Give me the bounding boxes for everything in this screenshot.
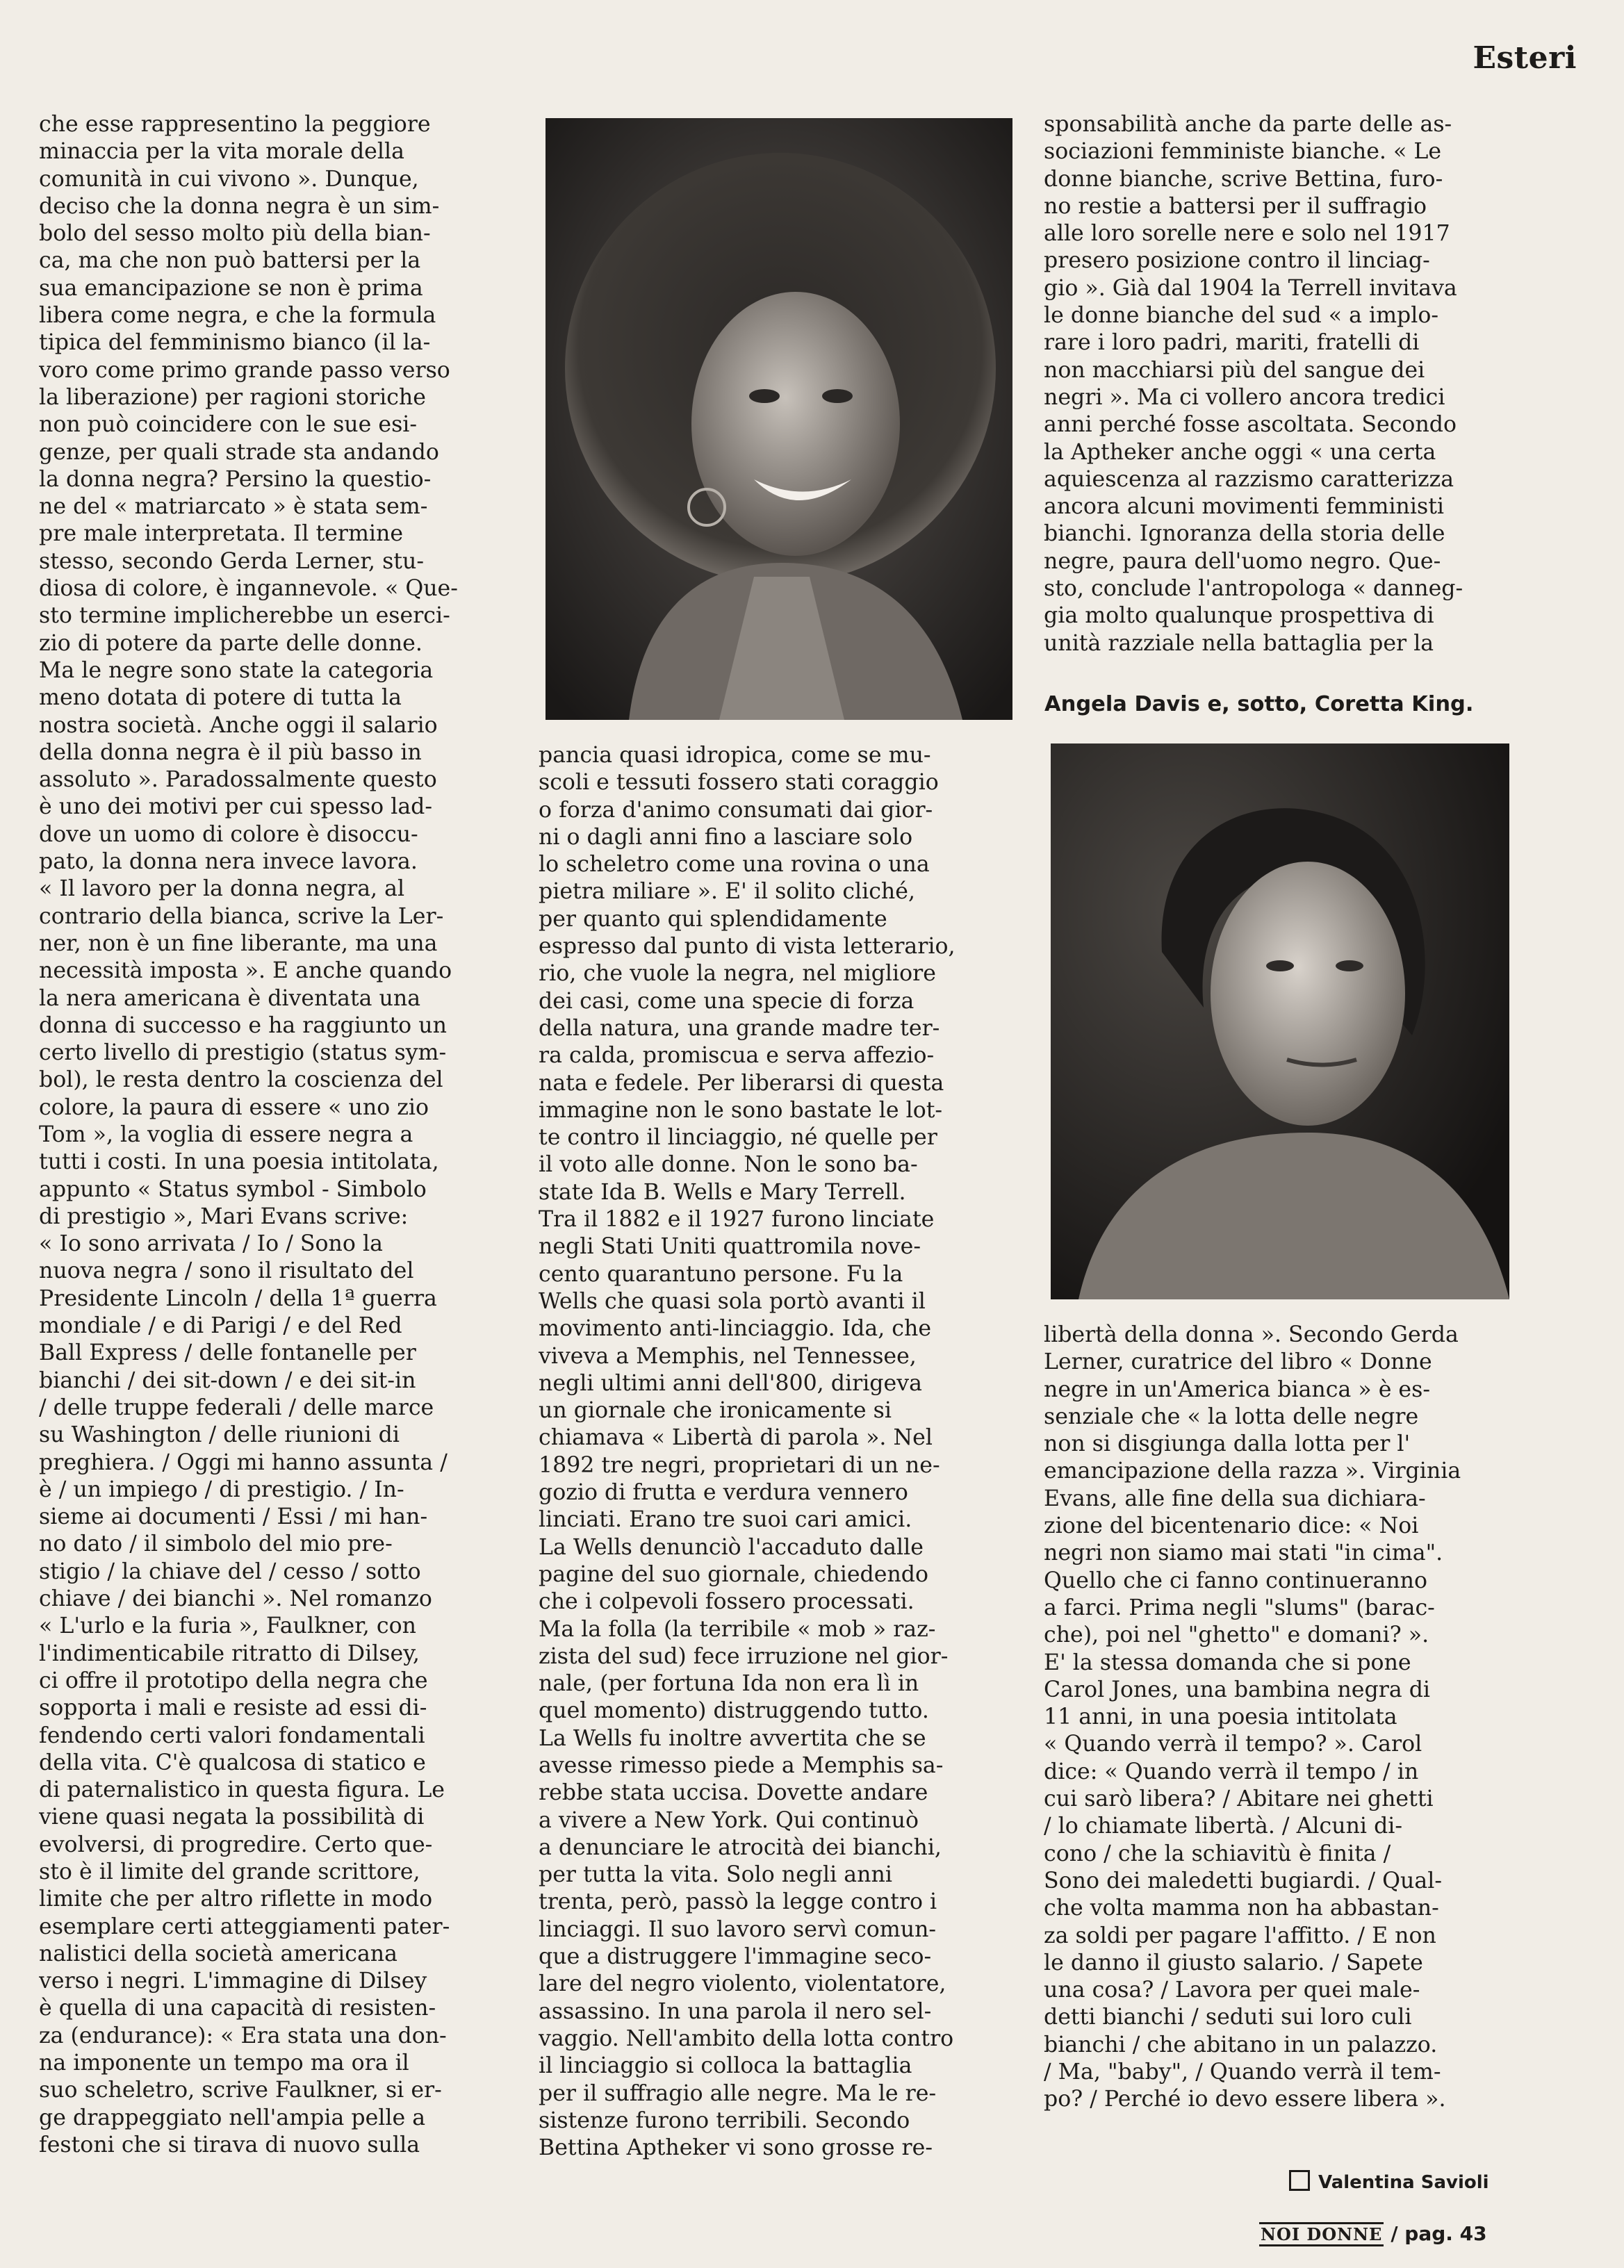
text-line: a farci. Prima negli "slums" (barac- [1044, 1595, 1435, 1620]
text-line: sua emancipazione se non è prima [39, 275, 423, 301]
text-line: ge drappeggiato nell'ampia pelle a [39, 2105, 426, 2130]
text-line: zione del bicentenario dice: « Noi [1044, 1513, 1419, 1539]
text-line: negri non siamo mai stati "in cima". [1044, 1540, 1443, 1566]
text-line: donna di successo e ha raggiunto un [39, 1012, 447, 1038]
text-line: sociazioni femministe bianche. « Le [1044, 139, 1442, 165]
text-line: sopporta i mali e resiste ad essi di- [39, 1695, 427, 1721]
text-line: « Il lavoro per la donna negra, al [39, 876, 405, 902]
text-line: colore, la paura di essere « uno zio [39, 1094, 429, 1120]
text-line: di paternalistico in questa figura. Le [39, 1777, 445, 1803]
text-line: evolversi, di progredire. Certo que- [39, 1832, 433, 1857]
text-line: certo livello di prestigio (status sym- [39, 1040, 447, 1066]
text-line: alle loro sorelle nere e solo nel 1917 [1044, 221, 1450, 247]
text-line: della donna negra è il più basso in [39, 739, 422, 765]
text-line: / delle truppe federali / delle marce [39, 1395, 434, 1420]
text-line: il linciaggio si colloca la battaglia [539, 2053, 912, 2079]
text-line: una cosa? / Lavora per quei male- [1044, 1978, 1420, 2003]
text-line: che), poi nel "ghetto" e domani? ». [1044, 1622, 1429, 1648]
article-column-left [39, 111, 503, 2159]
text-line: negre in un'America bianca » è es- [1044, 1377, 1431, 1402]
text-line: ca, ma che non può battersi per la [39, 248, 421, 274]
text-line: tutti i costi. In una poesia intitolata, [39, 1149, 439, 1175]
text-line: negli Stati Uniti quattromila nove- [539, 1234, 921, 1260]
text-line: ne del « matriarcato » è stata sem- [39, 494, 428, 520]
text-line: Lerner, curatrice del libro « Donne [1044, 1349, 1432, 1375]
text-line: Bettina Aptheker vi sono grosse re- [539, 2135, 933, 2161]
text-line: Tra il 1882 e il 1927 furono linciate [539, 1207, 935, 1233]
text-line: sieme ai documenti / Essi / mi han- [39, 1504, 428, 1530]
text-line: sto termine implicherebbe un eserci- [39, 603, 450, 629]
text-line: movimento anti-linciaggio. Ida, che [539, 1316, 932, 1342]
text-line: immagine non le sono bastate le lot- [539, 1097, 943, 1123]
text-line: zio di potere da parte delle donne. [39, 630, 423, 656]
text-line: Sono dei maledetti bugiardi. / Qual- [1044, 1868, 1443, 1893]
text-line: la liberazione) per ragioni storiche [39, 384, 426, 410]
text-line: pancia quasi idropica, come se mu- [539, 743, 931, 768]
text-line: ci offre il prototipo della negra che [39, 1668, 428, 1693]
page-footer [1259, 2222, 1487, 2246]
text-line: la nera americana è diventata una [39, 985, 421, 1011]
text-line: senziale che « la lotta delle negre [1044, 1404, 1419, 1429]
text-line: gio ». Già dal 1904 la Terrell invitava [1044, 275, 1457, 301]
text-line: a vivere a New York. Qui continuò [539, 1807, 919, 1833]
text-line: sto, conclude l'antropologa « danneg- [1044, 576, 1463, 602]
text-line: voro come primo grande passo verso [39, 357, 450, 383]
text-line: della vita. C'è qualcosa di statico e [39, 1750, 426, 1775]
text-line: no restie a battersi per il suffragio [1044, 193, 1427, 219]
text-line: non può coincidere con le sue esi- [39, 412, 418, 438]
text-line: Ball Express / delle fontanelle per [39, 1340, 416, 1366]
text-line: linciaggi. Il suo lavoro servì comun- [539, 1916, 937, 1942]
text-line: chiamava « Libertà di parola ». Nel [539, 1425, 933, 1451]
text-line: della natura, una grande madre ter- [539, 1015, 940, 1041]
text-line: nalistici della società americana [39, 1941, 397, 1966]
author-name: Valentina Savioli [1318, 2172, 1489, 2193]
text-line: negre, paura dell'uomo negro. Que- [1044, 548, 1441, 574]
text-line: su Washington / delle riunioni di [39, 1422, 400, 1448]
text-line: pagine del suo giornale, chiedendo [539, 1561, 929, 1587]
text-line: assassino. In una parola il nero sel- [539, 1998, 932, 2024]
text-line: ra calda, promiscua e serva affezio- [539, 1043, 935, 1069]
text-line: Tom », la voglia di essere negra a [39, 1121, 413, 1147]
text-line: stigio / la chiave del / cesso / sotto [39, 1559, 421, 1584]
text-line: a denunciare le atrocità dei bianchi, [539, 1834, 942, 1860]
text-line: lo scheletro come una rovina o una [539, 852, 930, 878]
text-line: che volta mamma non ha abbastan- [1044, 1896, 1439, 1921]
text-line: Presidente Lincoln / della 1ª guerra [39, 1285, 437, 1311]
text-line: fendendo certi valori fondamentali [39, 1723, 425, 1748]
text-line: aquiescenza al razzismo caratterizza [1044, 466, 1454, 492]
text-line: minaccia per la vita morale della [39, 139, 404, 165]
text-line: viveva a Memphis, nel Tennessee, [539, 1343, 917, 1369]
text-line: assoluto ». Paradossalmente questo [39, 767, 437, 793]
text-line: la donna negra? Persino la questio- [39, 466, 432, 492]
text-line: è / un impiego / di prestigio. / In- [39, 1477, 404, 1502]
text-line: unità razziale nella battaglia per la [1044, 630, 1434, 656]
text-line: na imponente un tempo ma ora il [39, 2051, 409, 2076]
text-line: La Wells denunciò l'accaduto dalle [539, 1534, 924, 1560]
photo-caption: Angela Davis e, sotto, Coretta King. [1044, 692, 1474, 716]
photo-angela-davis [546, 118, 1012, 720]
text-line: dice: « Quando verrà il tempo / in [1044, 1759, 1419, 1784]
text-line: per tutta la vita. Solo negli anni [539, 1862, 892, 1888]
text-line: sistenze furono terribili. Secondo [539, 2107, 910, 2133]
author-signature [1289, 2170, 1489, 2193]
text-line: negri ». Ma ci vollero ancora tredici [1044, 384, 1445, 410]
text-line: te contro il linciaggio, né quelle per [539, 1125, 937, 1151]
text-line: gozio di frutta e verdura vennero [539, 1480, 908, 1506]
text-line: appunto « Status symbol - Simbolo [39, 1176, 427, 1202]
text-line: l'indimenticabile ritratto di Dilsey, [39, 1641, 420, 1666]
text-line: cui sarò libera? / Abitare nei ghetti [1044, 1786, 1434, 1812]
text-line: avesse rimesso piede a Memphis sa- [539, 1752, 944, 1778]
text-line: pato, la donna nera invece lavora. [39, 849, 418, 875]
text-line: Ma le negre sono state la categoria [39, 657, 434, 683]
text-line: contrario della bianca, scrive la Ler- [39, 903, 444, 929]
text-line: za soldi per pagare l'affitto. / E non [1044, 1923, 1436, 1948]
text-line: preghiera. / Oggi mi hanno assunta / [39, 1449, 448, 1475]
text-line: gia molto qualunque prospettiva di [1044, 603, 1434, 629]
text-line: pietra miliare ». E' il solito cliché, [539, 879, 915, 905]
text-line: quel momento) distruggendo tutto. [539, 1698, 929, 1724]
text-line: La Wells fu inoltre avvertita che se [539, 1725, 926, 1751]
text-line: stesso, secondo Gerda Lerner, stu- [39, 548, 425, 574]
text-line: dei casi, come una specie di forza [539, 988, 914, 1014]
text-line: un giornale che ironicamente si [539, 1398, 892, 1424]
text-line: tipica del femminismo bianco (il la- [39, 330, 431, 356]
text-line: è quella di una capacità di resisten- [39, 1996, 436, 2021]
text-line: Quello che ci fanno continueranno [1044, 1568, 1428, 1593]
text-line: ancora alcuni movimenti femministi [1044, 494, 1445, 520]
article-column-right-top [1044, 111, 1530, 657]
text-line: che i colpevoli fossero processati. [539, 1589, 914, 1615]
text-line: viene quasi negata la possibilità di [39, 1805, 425, 1830]
text-line: o forza d'animo consumati dai gior- [539, 797, 933, 823]
square-bullet-icon [1289, 2170, 1310, 2191]
text-line: Evans, alle fine della sua dichiara- [1044, 1486, 1426, 1511]
text-line: no dato / il simbolo del mio pre- [39, 1531, 393, 1557]
text-line: che esse rappresentino la peggiore [39, 112, 431, 137]
text-line: Carol Jones, una bambina negra di [1044, 1677, 1431, 1702]
text-line: zista del sud) fece irruzione nel gior- [539, 1643, 949, 1669]
article-column-right-bottom [1044, 1322, 1530, 2114]
text-line: E' la stessa domanda che si pone [1044, 1650, 1411, 1675]
page-number: / pag. 43 [1391, 2222, 1487, 2245]
text-line: state Ida B. Wells e Mary Terrell. [539, 1179, 906, 1205]
text-line: vaggio. Nell'ambito della lotta contro [539, 2025, 954, 2051]
text-line: « L'urlo e la furia », Faulkner, con [39, 1613, 416, 1639]
text-line: cono / che la schiavitù è finita / [1044, 1841, 1391, 1866]
text-line: linciati. Erano tre suoi cari amici. [539, 1507, 912, 1533]
text-line: verso i negri. L'immagine di Dilsey [39, 1969, 427, 1994]
text-line: libera come negra, e che la formula [39, 303, 436, 329]
text-line: nostra società. Anche oggi il salario [39, 712, 438, 738]
text-line: Ma la folla (la terribile « mob » raz- [539, 1616, 936, 1642]
text-line: que a distruggere l'immagine seco- [539, 1944, 932, 1970]
text-line: detti bianchi / seduti sui loro culi [1044, 2005, 1412, 2030]
text-line: deciso che la donna negra è un sim- [39, 193, 440, 219]
text-line: po? / Perché io devo essere libera ». [1044, 2087, 1446, 2112]
text-line: le donne bianche del sud « a implo- [1044, 303, 1439, 329]
text-line: suo scheletro, scrive Faulkner, si er- [39, 2078, 442, 2103]
text-line: bol), le resta dentro la coscienza del [39, 1067, 443, 1093]
magazine-logo: NOI DONNE [1259, 2222, 1384, 2246]
section-title: Esteri [1473, 40, 1577, 76]
text-line: nata e fedele. Per liberarsi di questa [539, 1070, 944, 1096]
text-line: trenta, però, passò la legge contro i [539, 1889, 937, 1915]
text-line: non si disgiunga dalla lotta per l' [1044, 1431, 1411, 1457]
text-line: scoli e tessuti fossero stati coraggio [539, 770, 939, 796]
text-line: limite che per altro riflette in modo [39, 1887, 433, 1912]
text-line: dove un uomo di colore è disoccu- [39, 821, 418, 847]
text-line: genze, per quali strade sta andando [39, 439, 439, 465]
text-line: bianchi / che abitano in un palazzo. [1044, 2032, 1438, 2057]
text-line: « Io sono arrivata / Io / Sono la [39, 1231, 383, 1257]
text-line: lare del negro violento, violentatore, [539, 1971, 946, 1997]
text-line: sponsabilità anche da parte delle as- [1044, 112, 1452, 137]
text-line: sto è il limite del grande scrittore, [39, 1859, 420, 1884]
text-line: è uno dei motivi per cui spesso lad- [39, 794, 433, 820]
text-line: « Quando verrà il tempo? ». Carol [1044, 1732, 1422, 1757]
text-line: non macchiarsi più del sangue dei [1044, 357, 1425, 383]
text-line: nuova negra / sono il risultato del [39, 1258, 414, 1284]
text-line: anni perché fosse ascoltata. Secondo [1044, 412, 1457, 438]
text-line: festoni che si tirava di nuovo sulla [39, 2132, 420, 2158]
text-line: nale, (per fortuna Ida non era lì in [539, 1671, 919, 1697]
text-line: donne bianche, scrive Bettina, furo- [1044, 166, 1443, 192]
text-line: pre male interpretata. Il termine [39, 521, 404, 547]
text-line: / Ma, "baby", / Quando verrà il tem- [1044, 2060, 1441, 2085]
text-line: espresso dal punto di vista letterario, [539, 934, 955, 960]
text-line: cento quarantuno persone. Fu la [539, 1261, 903, 1287]
text-line: bolo del sesso molto più della bian- [39, 221, 431, 247]
text-line: chiave / dei bianchi ». Nel romanzo [39, 1586, 432, 1612]
article-column-middle [539, 742, 1018, 2162]
text-line: / lo chiamate libertà. / Alcuni di- [1044, 1814, 1403, 1839]
text-line: ner, non è un fine liberante, ma una [39, 930, 438, 956]
text-line: rio, che vuole la negra, nel migliore [539, 961, 936, 987]
text-line: presero posizione contro il linciag- [1044, 248, 1430, 274]
text-line: diosa di colore, è ingannevole. « Que- [39, 576, 458, 602]
text-line: necessità imposta ». E anche quando [39, 958, 452, 984]
photo-coretta-king [1051, 743, 1509, 1299]
text-line: rebbe stata uccisa. Dovette andare [539, 1780, 928, 1806]
text-line: la Aptheker anche oggi « una certa [1044, 439, 1436, 465]
text-line: bianchi / dei sit-down / e dei sit-in [39, 1367, 416, 1393]
text-line: per quanto qui splendidamente [539, 906, 887, 932]
text-line: rare i loro padri, mariti, fratelli di [1044, 330, 1420, 356]
text-line: meno dotata di potere di tutta la [39, 685, 402, 711]
text-line: mondiale / e di Parigi / e del Red [39, 1313, 402, 1339]
text-line: comunità in cui vivono ». Dunque, [39, 166, 419, 192]
text-line: 1892 tre negri, proprietari di un ne- [539, 1452, 940, 1478]
text-line: emancipazione della razza ». Virginia [1044, 1458, 1461, 1484]
text-line: negli ultimi anni dell'800, dirigeva [539, 1370, 922, 1396]
text-line: per il suffragio alle negre. Ma le re- [539, 2080, 937, 2106]
text-line: il voto alle donne. Non le sono ba- [539, 1152, 918, 1178]
text-line: 11 anni, in una poesia intitolata [1044, 1704, 1397, 1730]
text-line: le danno il giusto salario. / Sapete [1044, 1950, 1423, 1975]
text-line: esemplare certi atteggiamenti pater- [39, 1914, 450, 1939]
text-line: di prestigio », Mari Evans scrive: [39, 1203, 409, 1229]
text-line: za (endurance): « Era stata una don- [39, 2023, 447, 2048]
text-line: bianchi. Ignoranza della storia delle [1044, 521, 1445, 547]
text-line: Wells che quasi sola portò avanti il [539, 1288, 926, 1314]
text-line: libertà della donna ». Secondo Gerda [1044, 1322, 1459, 1347]
text-line: ni o dagli anni fino a lasciare solo [539, 824, 913, 850]
